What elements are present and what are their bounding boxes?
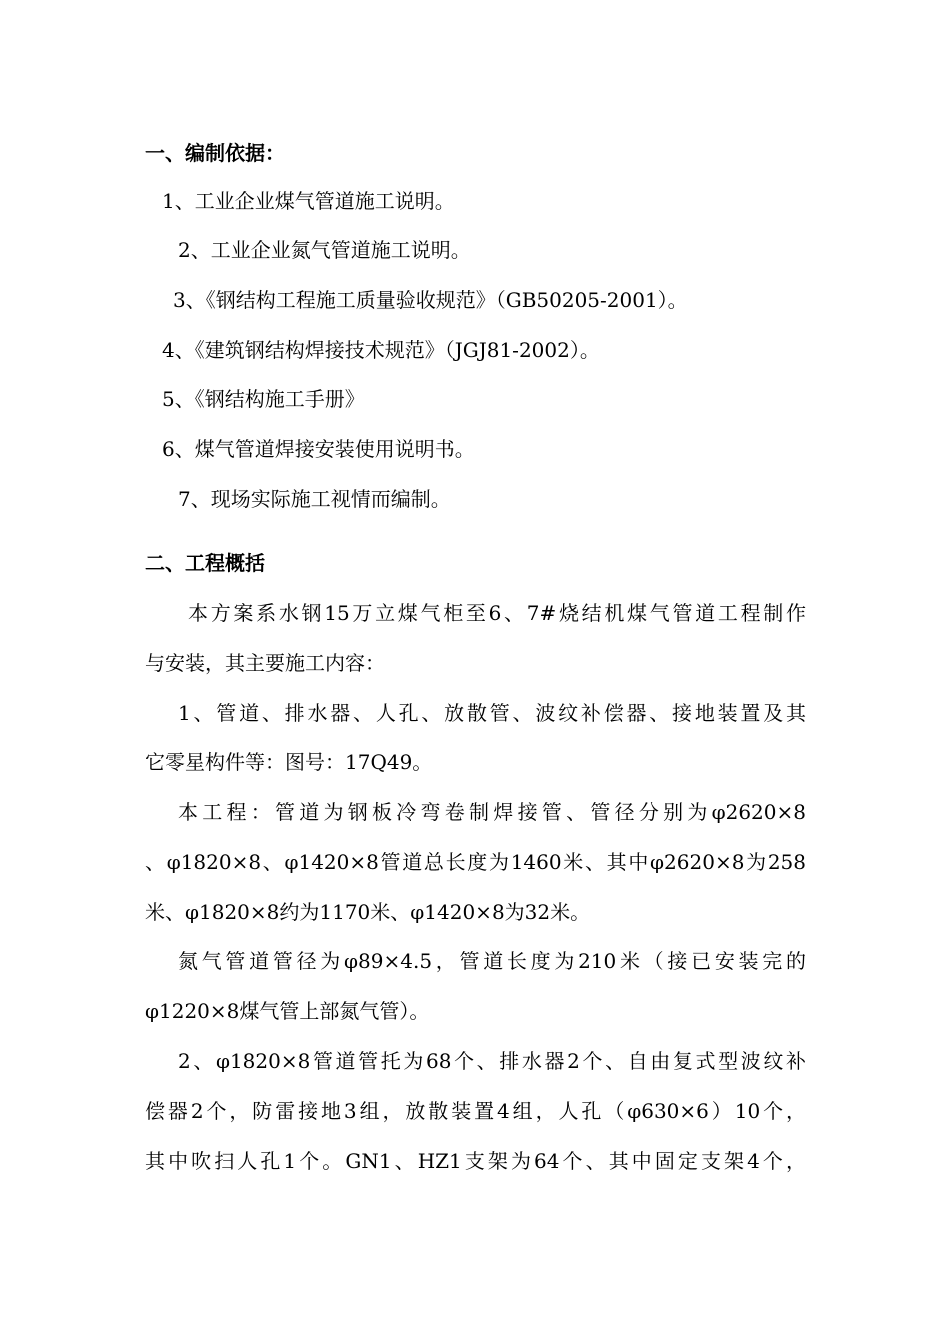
overview-line-3: 1、管道、排水器、人孔、放散管、波纹补偿器、接地装置及其 [178,701,806,725]
overview-line-6: 、φ1820×8、φ1420×8管道总长度为1460米、其中φ2620×8为258 [145,850,806,874]
basis-item-2: 2、工业企业氮气管道施工说明。 [178,238,471,262]
section-2-heading: 二、工程概括 [145,551,265,575]
overview-line-11: 偿器2个，防雷接地3组，放散装置4组，人孔（φ630×6）10个， [145,1099,806,1123]
overview-line-4: 它零星构件等：图号：17Q49。 [145,750,433,774]
basis-item-1: 1、工业企业煤气管道施工说明。 [162,189,455,213]
basis-item-6: 6、煤气管道焊接安装使用说明书。 [162,437,475,461]
overview-line-12: 其中吹扫人孔1个。GN1、HZ1支架为64个、其中固定支架4个， [145,1149,806,1173]
basis-item-4: 4、《建筑钢结构焊接技术规范》（JGJ81-2002）。 [162,338,600,362]
section-1-heading: 一、编制依据： [145,141,285,165]
overview-line-8: 氮气管道管径为φ89×4.5，管道长度为210米（接已安装完的 [178,949,806,973]
basis-item-5: 5、《钢结构施工手册》 [162,387,365,411]
overview-line-5: 本工程：管道为钢板冷弯卷制焊接管、管径分别为φ2620×8 [178,800,806,824]
overview-line-9: φ1220×8煤气管上部氮气管）。 [145,999,430,1023]
overview-line-2: 与安装，其主要施工内容： [145,651,385,675]
basis-item-7: 7、现场实际施工视情而编制。 [178,487,451,511]
overview-line-1: 本方案系水钢15万立煤气柜至6、7#烧结机煤气管道工程制作 [188,601,806,625]
overview-line-10: 2、φ1820×8管道管托为68个、排水器2个、自由复式型波纹补 [178,1049,806,1073]
overview-line-7: 米、φ1820×8约为1170米、φ1420×8为32米。 [145,900,591,924]
basis-item-3: 3、《钢结构工程施工质量验收规范》（GB50205-2001）。 [173,288,688,312]
